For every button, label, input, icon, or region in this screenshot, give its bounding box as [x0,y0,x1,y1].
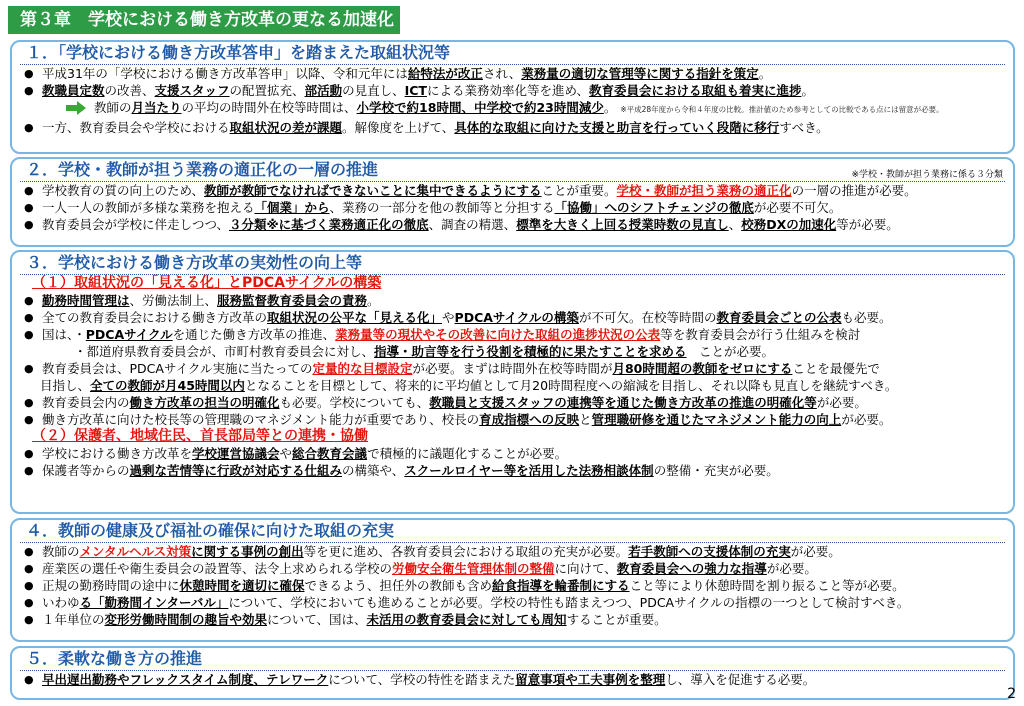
s3-bullet-6: ● 働き方改革に向けた校長等の管理職のマネジメント能力が重要であり、校長の育成指標への反映と管理職研修を通じたマネジメント能力の向上が必要。 [18,411,1013,428]
s4-bullet-2: ● 産業医の選任や衛生委員会の設置等、法令上求められる学校の労働安全衛生管理体制の整備に向けて、教育委員会への強力な指導が必要。 [18,560,1013,577]
section-2-note: ※学校・教師が担う業務に係る３分類 [851,170,1003,180]
section-4 [10,518,1015,642]
section-5-title: ５．柔軟な働き方の推進 [20,648,1005,671]
s4-bullet-5: ● １年単位の変形労働時間制の趣旨や効果について、国は、未活用の教育委員会に対しても周知することが重要。 [18,611,1013,628]
s4-bullet-1: ● 教師のメンタルヘルス対策に関する事例の創出等を更に進め、各教育委員会における取組の充実が必要。若手教師への支援体制の充実が必要。 [18,543,1013,560]
s3-bullet-5: ● 教育委員会内の働き方改革の担当の明確化も必要。学校についても、教職員と支援スタッフの連携等を通じた働き方改革の推進の明確化等が必要。 [18,394,1013,411]
s3-bullet-3: ● 国は、・PDCAサイクルを通じた働き方改革の推進、業務量等の現状やその改善に向けた取組の進捗状況の公表等を教育委員会が行う仕組みを検討 [18,326,1013,343]
section-3 [10,250,1015,514]
s3-subheading-2: （２）保護者、地域住民、首長部局等との連携・協働 [32,428,368,444]
chapter-header: 第３章 学校における働き方改革の更なる加速化 [8,6,400,34]
s3-bullet-2: ● 全ての教育委員会における働き方改革の取組状況の公平な「見える化」やPDCAサイクルの構築が不可欠。在校等時間の教育委員会ごとの公表も必要。 [18,309,1013,326]
s3-bullet-3-continued: ・都道府県教育委員会が、市町村教育委員会に対し、指導・助言等を行う役割を積極的に果たすことを求める ことが必要。 [74,344,775,359]
s3-bullet-8: ● 保護者等からの過剰な苦情等に行政が対応する仕組みの構築や、スクールロイヤー等を活用した法務相談体制の整備・充実が必要。 [18,462,1013,479]
s2-bullet-2: ● 一人一人の教師が多様な業務を抱える「個業」から、業務の一部分を他の教師等と分担する「協働」へのシフトチェンジの徹底が必要不可欠。 [18,199,1013,216]
s1-bullet-3: ● 一方、教育委員会や学校における取組状況の差が課題。解像度を上げて、具体的な取組に向けた支援と助言を行っていく段階に移行すべき。 [18,119,1013,136]
s1-arrow-row: 教師の月当たりの平均の時間外在校等時間は、小学校で約18時間、中学校で約23時間減少。 ※平成28年度から令和４年度の比較。推計値のため参考としての比較である点には留意が必要。 [12,99,1013,119]
s3-bullet-7: ● 学校における働き方改革を学校運営協議会や総合教育会議で積極的に議題化することが必要。 [18,445,1013,462]
s4-bullet-4: ● いわゆる「勤務間インターバル」について、学校においても進めることが必要。学校の特性も踏まえつつ、PDCAサイクルの指標の一つとして検討すべき。 [18,594,1013,611]
section-4-title: ４．教師の健康及び福祉の確保に向けた取組の充実 [20,520,1005,543]
section-3-title: ３．学校における働き方改革の実効性の向上等 [20,252,1005,275]
page-number: 2 [1007,686,1016,702]
s4-bullet-3: ● 正規の勤務時間の途中に休憩時間を適切に確保できるよう、担任外の教師も含め給食指導を輪番制にすること等により休憩時間を割り振ること等が必要。 [18,577,1013,594]
s1-bullet-1: ● 平成31年の「学校における働き方改革答申」以降、令和元年には給特法が改正され、業務量の適切な管理等に関する指針を策定。 [18,65,1013,82]
section-1-title: １．「学校における働き方改革答申」を踏まえた取組状況等 [20,42,1005,65]
s5-bullet-1: ● 早出遅出勤務やフレックスタイム制度、テレワークについて、学校の特性を踏まえた留意事項や工夫事例を整理し、導入を促進する必要。 [18,671,1013,688]
right-arrow-icon [66,101,86,115]
s3-subheading-1: （１）取組状況の「見える化」とPDCAサイクルの構築 [32,275,382,291]
s2-bullet-3: ● 教育委員会が学校に伴走しつつ、３分類※に基づく業務適正化の徹底、調査の精選、標準を大きく上回る授業時数の見直し、校務DXの加速化等が必要。 [18,216,1013,233]
s1-arrow-note: ※平成28年度から令和４年度の比較。推計値のため参考としての比較である点には留意が必要。 [620,105,944,114]
s2-bullet-1: ● 学校教育の質の向上のため、教師が教師でなければできないことに集中できるようにすることが重要。学校・教師が担う業務の適正化の一層の推進が必要。 [18,182,1013,199]
s3-bullet-1: ● 勤務時間管理は、労働法制上、服務監督教育委員会の責務。 [18,292,1013,309]
s3-bullet-4-continued: 目指し、全ての教師が月45時間以内となることを目標として、将来的に平均値として月20時間程度への縮減を目指し、それ以降も見直しを継続すべき。 [40,378,898,393]
s1-bullet-2: ● 教職員定数の改善、支援スタッフの配置拡充、部活動の見直し、ICTによる業務効率化等を進め、教育委員会における取組も着実に進捗。 [18,82,1013,99]
s3-bullet-4: ● 教育委員会は、PDCAサイクル実施に当たっての定量的な目標設定が必要。まずは時間外在校等時間が月80時間超の教師をゼロにすることを最優先で [18,360,1013,377]
section-1 [10,40,1015,154]
section-2-title: ２．学校・教師が担う業務の適正化の一層の推進 [20,159,1005,182]
section-2 [10,157,1015,247]
section-5 [10,646,1015,700]
